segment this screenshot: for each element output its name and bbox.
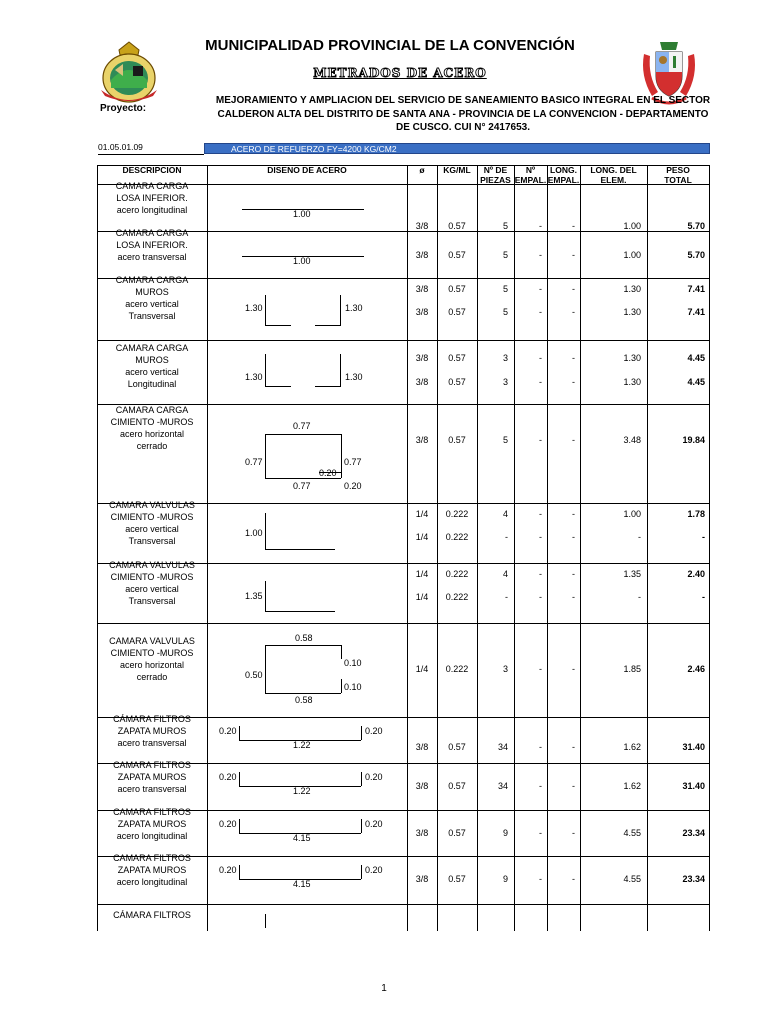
rebar-line xyxy=(239,865,240,879)
value-cell: - xyxy=(539,828,542,838)
document-subtitle: METRADOS DE ACERO xyxy=(313,66,487,80)
rebar-line xyxy=(265,914,266,928)
column-header: Nº DE PIEZAS xyxy=(480,165,511,185)
rebar-line xyxy=(340,295,341,325)
row-description: Transversal xyxy=(128,596,176,606)
dimension-label: 0.20 xyxy=(365,726,383,736)
row-description: ZAPATA MUROS xyxy=(117,819,187,829)
value-cell: - xyxy=(572,509,575,519)
value-cell: 1.62 xyxy=(623,781,641,791)
column-divider xyxy=(514,165,515,931)
dimension-label: 0.20 xyxy=(319,468,337,478)
row-description: LOSA INFERIOR. xyxy=(116,193,188,203)
value-cell: 3 xyxy=(502,353,508,363)
dimension-label: 1.30 xyxy=(245,303,263,313)
value-cell: - xyxy=(539,742,542,752)
value-cell: 3/8 xyxy=(415,284,429,294)
project-description-line: CALDERON ALTA DEL DISTRITO DE SANTA ANA - PROVINCIA DE LA CONVENCION - DEPARTAMENTO xyxy=(217,108,709,120)
value-cell: 9 xyxy=(502,828,508,838)
rebar-line xyxy=(361,772,362,786)
dimension-label: 1.35 xyxy=(245,591,263,601)
row-description: CAMARA FILTROS xyxy=(113,853,191,863)
rebar-line xyxy=(315,325,341,326)
dimension-label: 0.20 xyxy=(365,772,383,782)
rebar-line xyxy=(340,354,341,386)
value-cell: 5 xyxy=(502,221,508,231)
value-cell: 0.222 xyxy=(445,664,469,674)
value-cell: 4.45 xyxy=(687,377,705,387)
value-cell: - xyxy=(572,781,575,791)
dimension-label: 0.20 xyxy=(365,865,383,875)
value-cell: 3/8 xyxy=(415,828,429,838)
dimension-label: 0.20 xyxy=(219,772,237,782)
value-cell: 4 xyxy=(502,569,508,579)
dimension-label: 1.30 xyxy=(345,372,363,382)
value-cell: 1.78 xyxy=(687,509,705,519)
dimension-label: 0.58 xyxy=(295,633,313,643)
value-cell: - xyxy=(539,569,542,579)
value-cell: 1.00 xyxy=(623,509,641,519)
row-description: LOSA INFERIOR. xyxy=(116,240,188,250)
value-cell: - xyxy=(539,592,542,602)
value-cell: 4 xyxy=(502,509,508,519)
rebar-line xyxy=(361,865,362,879)
page-title: MUNICIPALIDAD PROVINCIAL DE LA CONVENCIÓN xyxy=(205,37,575,54)
value-cell: 34 xyxy=(497,781,508,791)
value-cell: 0.57 xyxy=(448,284,466,294)
dimension-label: 0.20 xyxy=(219,865,237,875)
row-description: CÁMARA FILTROS xyxy=(113,714,191,724)
row-description: ZAPATA MUROS xyxy=(117,865,187,875)
rebar-line xyxy=(265,611,335,612)
value-cell: - xyxy=(539,664,542,674)
column-divider xyxy=(709,165,710,931)
row-description: CAMARA FILTROS xyxy=(113,760,191,770)
dimension-label: 0.77 xyxy=(245,457,263,467)
value-cell: 0.57 xyxy=(448,221,466,231)
value-cell: - xyxy=(572,828,575,838)
row-description: acero longitudinal xyxy=(116,205,188,215)
dimension-label: 0.10 xyxy=(344,682,362,692)
row-description: CIMIENTO -MUROS xyxy=(110,417,194,427)
value-cell: 0.57 xyxy=(448,742,466,752)
column-divider xyxy=(437,165,438,931)
row-description: MUROS xyxy=(135,287,169,297)
dimension-label: 0.50 xyxy=(245,670,263,680)
column-header: ø xyxy=(419,165,425,175)
column-header: LONG. DEL ELEM. xyxy=(590,165,637,185)
value-cell: 1.85 xyxy=(623,664,641,674)
row-description: CAMARA CARGA xyxy=(115,228,189,238)
value-cell: 1/4 xyxy=(415,509,429,519)
value-cell: 1.35 xyxy=(623,569,641,579)
rebar-line xyxy=(265,693,341,694)
row-description: CAMARA CARGA xyxy=(115,343,189,353)
value-cell: - xyxy=(572,377,575,387)
value-cell: 3/8 xyxy=(415,221,429,231)
value-cell: 31.40 xyxy=(682,781,705,791)
rebar-line xyxy=(265,645,341,646)
row-description: acero transversal xyxy=(117,252,187,262)
row-description: acero vertical xyxy=(125,524,179,534)
row-divider xyxy=(97,340,709,341)
value-cell: 3/8 xyxy=(415,250,429,260)
column-header: KG/ML xyxy=(443,165,471,175)
value-cell: - xyxy=(638,532,641,542)
value-cell: 5 xyxy=(502,250,508,260)
dimension-label: 0.10 xyxy=(344,658,362,668)
value-cell: 1.30 xyxy=(623,284,641,294)
dimension-label: 4.15 xyxy=(293,879,311,889)
value-cell: - xyxy=(539,435,542,445)
row-description: CÁMARA FILTROS xyxy=(113,910,191,920)
row-description: Longitudinal xyxy=(127,379,177,389)
row-description: acero transversal xyxy=(117,738,187,748)
value-cell: 5 xyxy=(502,307,508,317)
value-cell: 34 xyxy=(497,742,508,752)
column-divider xyxy=(580,165,581,931)
value-cell: - xyxy=(572,874,575,884)
value-cell: - xyxy=(572,307,575,317)
value-cell: 1.62 xyxy=(623,742,641,752)
row-description: acero vertical xyxy=(125,584,179,594)
row-description: CIMIENTO -MUROS xyxy=(110,512,194,522)
rebar-line xyxy=(239,726,240,740)
value-cell: 0.57 xyxy=(448,377,466,387)
dimension-label: 0.77 xyxy=(293,481,311,491)
row-description: acero vertical xyxy=(125,367,179,377)
value-cell: - xyxy=(702,532,705,542)
value-cell: - xyxy=(572,532,575,542)
value-cell: - xyxy=(572,569,575,579)
rebar-line xyxy=(265,434,341,435)
value-cell: 31.40 xyxy=(682,742,705,752)
value-cell: - xyxy=(638,592,641,602)
rebar-line xyxy=(265,645,266,693)
row-description: Transversal xyxy=(128,536,176,546)
value-cell: - xyxy=(572,742,575,752)
value-cell: 0.57 xyxy=(448,250,466,260)
rebar-line xyxy=(341,679,342,693)
value-cell: 0.57 xyxy=(448,307,466,317)
value-cell: 3/8 xyxy=(415,307,429,317)
value-cell: - xyxy=(539,874,542,884)
rebar-line xyxy=(361,819,362,833)
rebar-line xyxy=(239,772,240,786)
dimension-label: 1.30 xyxy=(345,303,363,313)
dimension-label: 4.15 xyxy=(293,833,311,843)
value-cell: - xyxy=(539,509,542,519)
column-header: PESO TOTAL xyxy=(664,165,692,185)
value-cell: - xyxy=(702,592,705,602)
project-description-line: MEJORAMIENTO Y AMPLIACION DEL SERVICIO DE SANEAMIENTO BASICO INTEGRAL EN EL SECTOR xyxy=(215,95,711,106)
row-description: acero transversal xyxy=(117,784,187,794)
value-cell: 5 xyxy=(502,284,508,294)
value-cell: 3/8 xyxy=(415,377,429,387)
row-description: CAMARA CARGA xyxy=(115,181,189,191)
row-divider xyxy=(97,904,709,905)
value-cell: 23.34 xyxy=(682,828,705,838)
value-cell: - xyxy=(505,532,508,542)
column-header: Nº EMPAL. xyxy=(514,165,547,185)
value-cell: 0.57 xyxy=(448,781,466,791)
dimension-label: 1.22 xyxy=(293,740,311,750)
row-description: ZAPATA MUROS xyxy=(117,726,187,736)
value-cell: 0.57 xyxy=(448,828,466,838)
value-cell: 1/4 xyxy=(415,664,429,674)
row-description: CAMARA CARGA xyxy=(115,275,189,285)
value-cell: - xyxy=(572,250,575,260)
value-cell: 3/8 xyxy=(415,781,429,791)
value-cell: 5.70 xyxy=(687,250,705,260)
value-cell: - xyxy=(539,532,542,542)
row-description: CAMARA FILTROS xyxy=(113,807,191,817)
value-cell: 1.30 xyxy=(623,353,641,363)
value-cell: 7.41 xyxy=(687,307,705,317)
rebar-line xyxy=(341,434,342,478)
municipal-seal-icon xyxy=(93,40,165,106)
rebar-line xyxy=(265,549,335,550)
dimension-label: 1.22 xyxy=(293,786,311,796)
row-description: cerrado xyxy=(136,441,168,451)
rebar-line xyxy=(265,581,266,611)
value-cell: - xyxy=(539,781,542,791)
row-description: CAMARA VALVULAS xyxy=(109,560,195,570)
value-cell: - xyxy=(505,592,508,602)
row-description: acero vertical xyxy=(125,299,179,309)
rebar-line xyxy=(315,386,341,387)
rebar-line xyxy=(265,513,266,549)
project-description-line: DE CUSCO. CUI N° 2417653. xyxy=(395,122,531,133)
value-cell: - xyxy=(572,284,575,294)
dimension-label: 1.00 xyxy=(293,256,311,266)
section-spec-bar: ACERO DE REFUERZO FY=4200 KG/CM2 xyxy=(204,143,710,154)
value-cell: 3/8 xyxy=(415,435,429,445)
value-cell: - xyxy=(572,592,575,602)
dimension-label: 0.58 xyxy=(295,695,313,705)
column-divider xyxy=(477,165,478,931)
project-label: Proyecto: xyxy=(100,103,147,114)
row-description: ZAPATA MUROS xyxy=(117,772,187,782)
row-description: MUROS xyxy=(135,355,169,365)
column-divider xyxy=(647,165,648,931)
row-description: acero horizontal xyxy=(119,429,185,439)
column-header: DISENO DE ACERO xyxy=(267,165,347,175)
value-cell: 1.30 xyxy=(623,307,641,317)
dimension-label: 0.20 xyxy=(219,726,237,736)
value-cell: 0.222 xyxy=(445,592,469,602)
dimension-label: 1.00 xyxy=(245,528,263,538)
value-cell: 5 xyxy=(502,435,508,445)
column-divider xyxy=(207,165,208,931)
value-cell: 1.00 xyxy=(623,250,641,260)
value-cell: 1/4 xyxy=(415,592,429,602)
row-description: CIMIENTO -MUROS xyxy=(110,572,194,582)
rebar-line xyxy=(265,325,291,326)
value-cell: 1.00 xyxy=(623,221,641,231)
value-cell: 0.57 xyxy=(448,874,466,884)
dimension-label: 1.00 xyxy=(293,209,311,219)
value-cell: 1/4 xyxy=(415,532,429,542)
value-cell: 1/4 xyxy=(415,569,429,579)
dimension-label: 0.20 xyxy=(219,819,237,829)
row-description: acero horizontal xyxy=(119,660,185,670)
row-description: acero longitudinal xyxy=(116,877,188,887)
row-description: CAMARA VALVULAS xyxy=(109,500,195,510)
value-cell: - xyxy=(572,664,575,674)
value-cell: - xyxy=(572,353,575,363)
rebar-line xyxy=(265,434,266,478)
rebar-line xyxy=(239,819,240,833)
column-header: DESCRIPCION xyxy=(122,165,182,175)
value-cell: - xyxy=(572,221,575,231)
value-cell: 3 xyxy=(502,664,508,674)
row-description: Transversal xyxy=(128,311,176,321)
rebar-line xyxy=(341,645,342,659)
rebar-line xyxy=(361,726,362,740)
project-description xyxy=(208,94,718,135)
dimension-label: 0.20 xyxy=(365,819,383,829)
value-cell: 0.57 xyxy=(448,435,466,445)
dimension-label: 0.77 xyxy=(344,457,362,467)
value-cell: 0.222 xyxy=(445,509,469,519)
value-cell: - xyxy=(539,377,542,387)
value-cell: 0.57 xyxy=(448,353,466,363)
value-cell: 5.70 xyxy=(687,221,705,231)
section-code: 01.05.01.09 xyxy=(98,142,204,155)
value-cell: - xyxy=(539,353,542,363)
row-description: cerrado xyxy=(136,672,168,682)
value-cell: - xyxy=(572,435,575,445)
row-description: CAMARA VALVULAS xyxy=(109,636,195,646)
rebar-line xyxy=(265,295,266,325)
dimension-label: 0.20 xyxy=(344,481,362,491)
value-cell: 3/8 xyxy=(415,874,429,884)
value-cell: 4.45 xyxy=(687,353,705,363)
page-number: 1 xyxy=(381,983,387,994)
column-divider xyxy=(547,165,548,931)
value-cell: - xyxy=(539,221,542,231)
value-cell: 3/8 xyxy=(415,742,429,752)
row-divider xyxy=(97,623,709,624)
value-cell: 0.222 xyxy=(445,569,469,579)
rebar-line xyxy=(265,386,291,387)
row-description: CIMIENTO -MUROS xyxy=(110,648,194,658)
value-cell: - xyxy=(539,284,542,294)
rebar-line xyxy=(265,354,266,386)
value-cell: 0.222 xyxy=(445,532,469,542)
row-description: CAMARA CARGA xyxy=(115,405,189,415)
steel-takeoff-table xyxy=(97,165,709,931)
value-cell: - xyxy=(539,250,542,260)
row-description: acero longitudinal xyxy=(116,831,188,841)
value-cell: 3.48 xyxy=(623,435,641,445)
value-cell: 2.40 xyxy=(687,569,705,579)
value-cell: 3/8 xyxy=(415,353,429,363)
value-cell: 23.34 xyxy=(682,874,705,884)
value-cell: 4.55 xyxy=(623,874,641,884)
value-cell: 3 xyxy=(502,377,508,387)
column-header: LONG. EMPAL. xyxy=(547,165,580,185)
value-cell: 19.84 xyxy=(682,435,705,445)
value-cell: 1.30 xyxy=(623,377,641,387)
value-cell: 4.55 xyxy=(623,828,641,838)
dimension-label: 1.30 xyxy=(245,372,263,382)
value-cell: 7.41 xyxy=(687,284,705,294)
dimension-label: 0.77 xyxy=(293,421,311,431)
value-cell: 9 xyxy=(502,874,508,884)
value-cell: 2.46 xyxy=(687,664,705,674)
value-cell: - xyxy=(539,307,542,317)
column-divider xyxy=(407,165,408,931)
